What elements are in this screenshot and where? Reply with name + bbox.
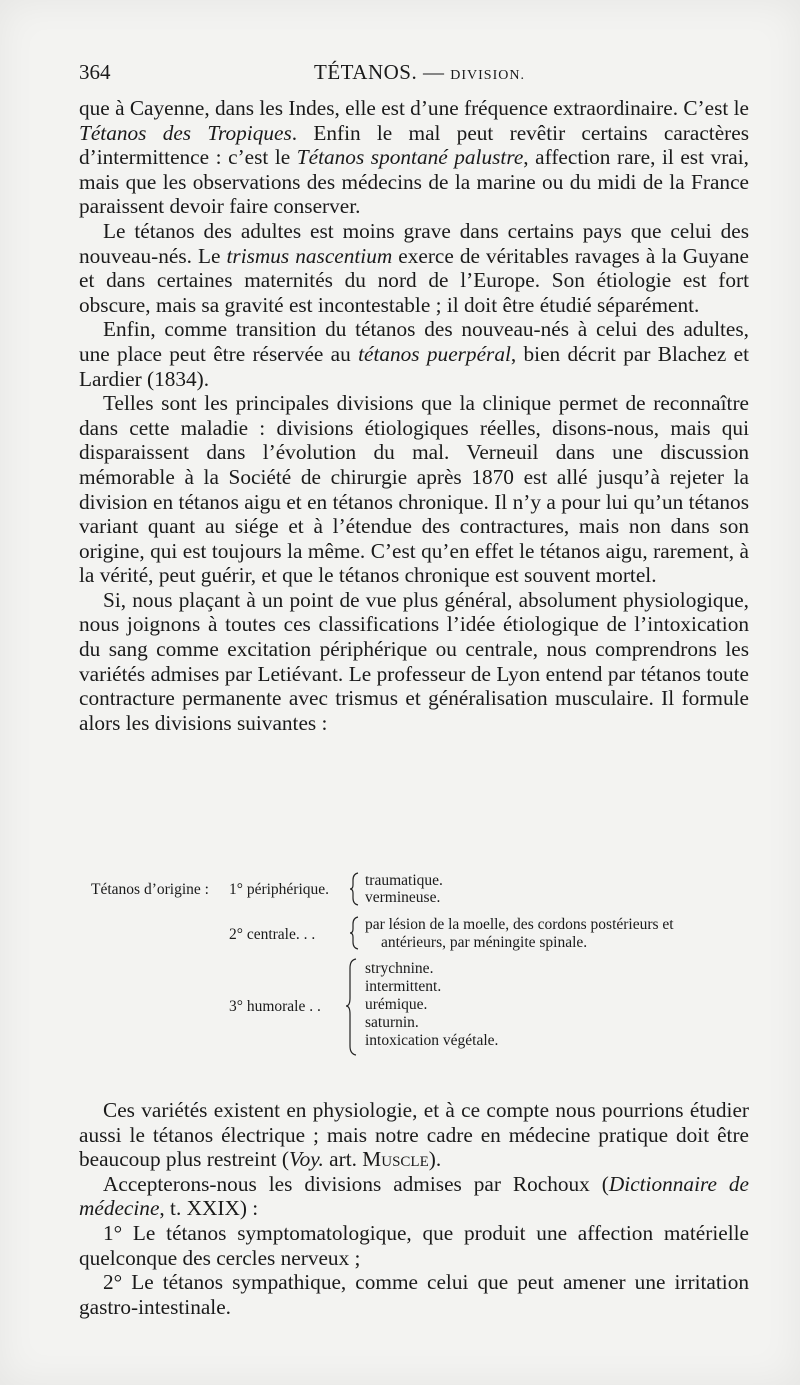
running-title-main: TÉTANOS. — [314, 60, 445, 84]
running-title-section: DIVISION. [450, 68, 525, 83]
category-1-label: 1° périphérique. [229, 881, 330, 898]
category-2-label: 2° centrale. . . [229, 926, 316, 943]
text-run: Ces variétés existent en physiologie, et à ce compte nous pourrions étudier aussi le tétanos électrique ; mais notre cadre en médecine pratique doit être beaucoup plus restreint ( [79, 1098, 749, 1172]
italic-term: tétanos puerpéral [358, 341, 511, 366]
category-1-item: vermineuse. [365, 889, 441, 906]
text-run: Le tétanos des adultes est moins grave dans certains pays que celui des nouveau-nés. Le [79, 218, 749, 268]
italic-term: Tétanos spontané palustre [296, 145, 524, 170]
classification-lead: Tétanos d’origine : [91, 881, 209, 898]
paragraph-4: Telles sont les principales divisions que la clinique permet de reconnaître dans cette maladie : divisions étiologiques réelles, disons-nous, mais qui disparaissent dans l’évolution du mal. Verneuil dans une discussion mémorable à la Société de chirurgie après 1870 est allé jusqu’à rejeter la division en tétanos aigu et en tétanos chronique. Il n’y a pour lui qu’un tétanos variant quant au siége et à l’étendue des contractures, mais non dans son origine, qui est toujours la même. C’est qu’en effet le tétanos aigu, rarement, à la vérité, peut guérir, et que le tétanos chronique est souvent mortel. [79, 391, 749, 588]
paragraph-2 [79, 219, 749, 317]
small-caps-term: Muscle [362, 1147, 429, 1172]
text-run: , affection rare, il est vrai, mais que les observations des médecins de la marine ou du midi de la France paraissent devoir faire conserver. [79, 145, 749, 219]
category-3-item: intoxication végétale. [365, 1032, 499, 1049]
text-run: ). [428, 1147, 442, 1172]
running-title [314, 60, 525, 85]
category-3-item: urémique. [365, 996, 428, 1013]
italic-term: trismus nascentium [226, 243, 393, 268]
page-number: 364 [79, 60, 111, 84]
italic-term: Dictionnaire de médecine [79, 1171, 749, 1221]
paragraph-5: Si, nous plaçant à un point de vue plus général, absolument physiologique, nous joignons à toutes ces classifications l’idée étiologique de l’intoxication du sang comme excitation périphérique ou centrale, nous comprendrons les variétés admises par Letiévant. Le professeur de Lyon entend par tétanos toute contracture permanente avec trismus et généralisation musculaire. Il formule alors les divisions suivantes : [79, 587, 749, 735]
brace-2 [349, 916, 361, 950]
text-run: . Enfin le mal peut revêtir certains caractères d’intermittence : c’est le [79, 120, 749, 170]
italic-term: Tétanos des Tropiques [79, 120, 292, 145]
paragraph-7 [79, 1172, 749, 1221]
text-run: que à Cayenne, dans les Indes, elle est d’une fréquence extraordinaire. C’est le [79, 96, 749, 120]
category-3-item: saturnin. [365, 1014, 419, 1031]
paragraph-1 [79, 96, 749, 219]
category-2-item: par lésion de la moelle, des cordons postérieurs et [365, 916, 674, 933]
category-1-item: traumatique. [365, 872, 443, 889]
brace-1 [349, 872, 361, 906]
paragraph-6 [79, 1098, 749, 1172]
text-run: , bien décrit par Blachez et Lardier (1834). [79, 341, 749, 391]
text-run: Enfin, comme transition du tétanos des nouveau-nés à celui des adultes, une place peut être réservée au [79, 317, 749, 366]
brace-3 [345, 958, 359, 1056]
category-2-item: antérieurs, par méningite spinale. [381, 934, 588, 951]
category-3-item: intermittent. [365, 978, 442, 995]
main-text [79, 96, 749, 735]
text-run: , t. XXIX) : [159, 1196, 259, 1221]
paragraph-8: 1° Le tétanos symptomatologique, que produit une affection matérielle quelconque des cercles nerveux ; [79, 1220, 749, 1270]
category-3-label: 3° humorale . . [229, 998, 321, 1015]
italic-term: Voy. [288, 1147, 324, 1172]
lower-text [79, 1098, 749, 1319]
category-3-item: strychnine. [365, 960, 434, 977]
text-run: exerce de véritables ravages à la Guyane et dans certaines maternités du nord de l’Europe. Son étiologie est fort obscure, mais sa gravité est incontestable ; il doit être étudié séparément. [79, 243, 749, 317]
text-run: Accepterons-nous les divisions admises par Rochoux ( [103, 1171, 609, 1196]
text-run: art. [323, 1147, 363, 1172]
running-header [79, 60, 749, 90]
paragraph-3 [79, 317, 749, 391]
paragraph-9: 2° Le tétanos sympathique, comme celui que peut amener une irritation gastro-intestinale. [79, 1270, 749, 1319]
